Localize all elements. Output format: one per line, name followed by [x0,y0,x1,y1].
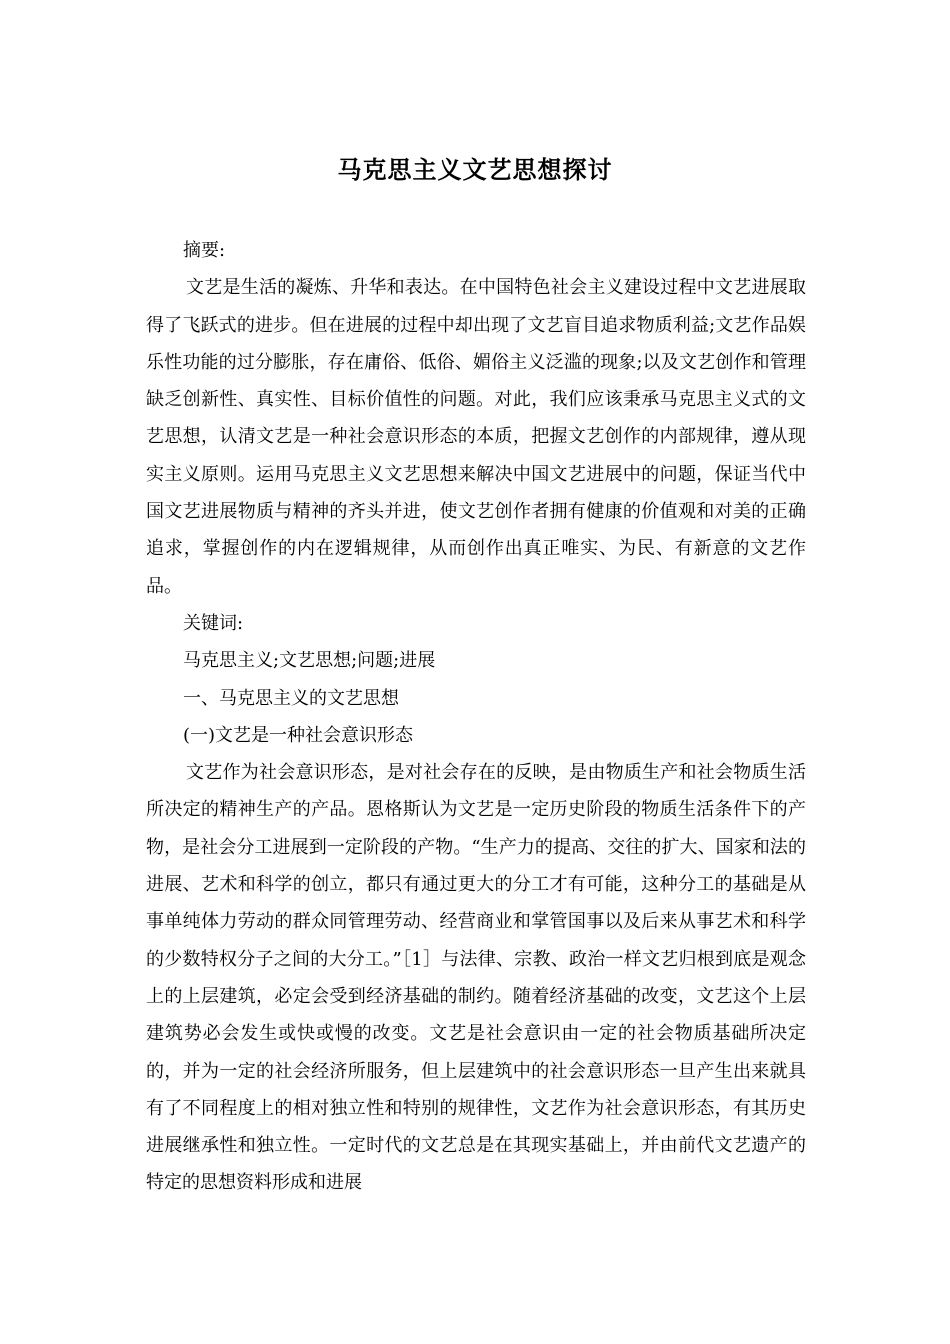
keywords-list: 马克思主义;文艺思想;问题;进展 [183,650,436,672]
document-title: 马克思主义文艺思想探讨 [337,155,613,184]
subsection-heading-1: (一)文艺是一种社会意识形态 [183,724,414,746]
document-body [146,232,806,1202]
section-heading-1: 一、马克思主义的文艺思想 [183,687,399,709]
abstract-paragraph: 文艺是生活的凝炼、升华和表达。在中国特色社会主义建设过程中文艺进展取得了飞跃式的进步。但在进展的过程中却出现了文艺盲目追求物质利益;文艺作品娱乐性功能的过分膨胀，存在庸俗、低俗、媚俗主义泛滥的现象;以及文艺创作和管理缺乏创新性、真实性、目标价值性的问题。对此，我们应该秉承马克思主义式的文艺思想，认清文艺是一种社会意识形态的本质，把握文艺创作的内部规律，遵从现实主义原则。运用马克思主义文艺思想来解决中国文艺进展中的问题，保证当代中国文艺进展物质与精神的齐头并进，使文艺创作者拥有健康的价值观和对美的正确追求，掌握创作的内在逻辑规律，从而创作出真正唯实、为民、有新意的文艺作品。 [146,277,806,597]
keywords-heading: 关键词: [183,612,244,634]
body-paragraph-1: 文艺作为社会意识形态，是对社会存在的反映，是由物质生产和社会物质生活所决定的精神生产的产品。恩格斯认为文艺是一定历史阶段的物质生活条件下的产物，是社会分工进展到一定阶段的产物。“生产力的提高、交往的扩大、国家和法的进展、艺术和科学的创立，都只有通过更大的分工才有可能，这种分工的基础是从事单纯体力劳动的群众同管理劳动、经营商业和掌管国事以及后来从事艺术和科学的少数特权分子之间的大分工。”［1］与法律、宗教、政治一样文艺归根到底是观念上的上层建筑，必定会受到经济基础的制约。随着经济基础的改变，文艺这个上层建筑势必会发生或快或慢的改变。文艺是社会意识由一定的社会物质基础所决定的，并为一定的社会经济所服务，但上层建筑中的社会意识形态一旦产生出来就具有了不同程度上的相对独立性和特别的规律性，文艺作为社会意识形态，有其历史进展继承性和独立性。一定时代的文艺总是在其现实基础上，并由前代文艺遗产的特定的思想资料形成和进展 [146,762,806,1194]
abstract-heading: 摘要: [183,240,226,261]
